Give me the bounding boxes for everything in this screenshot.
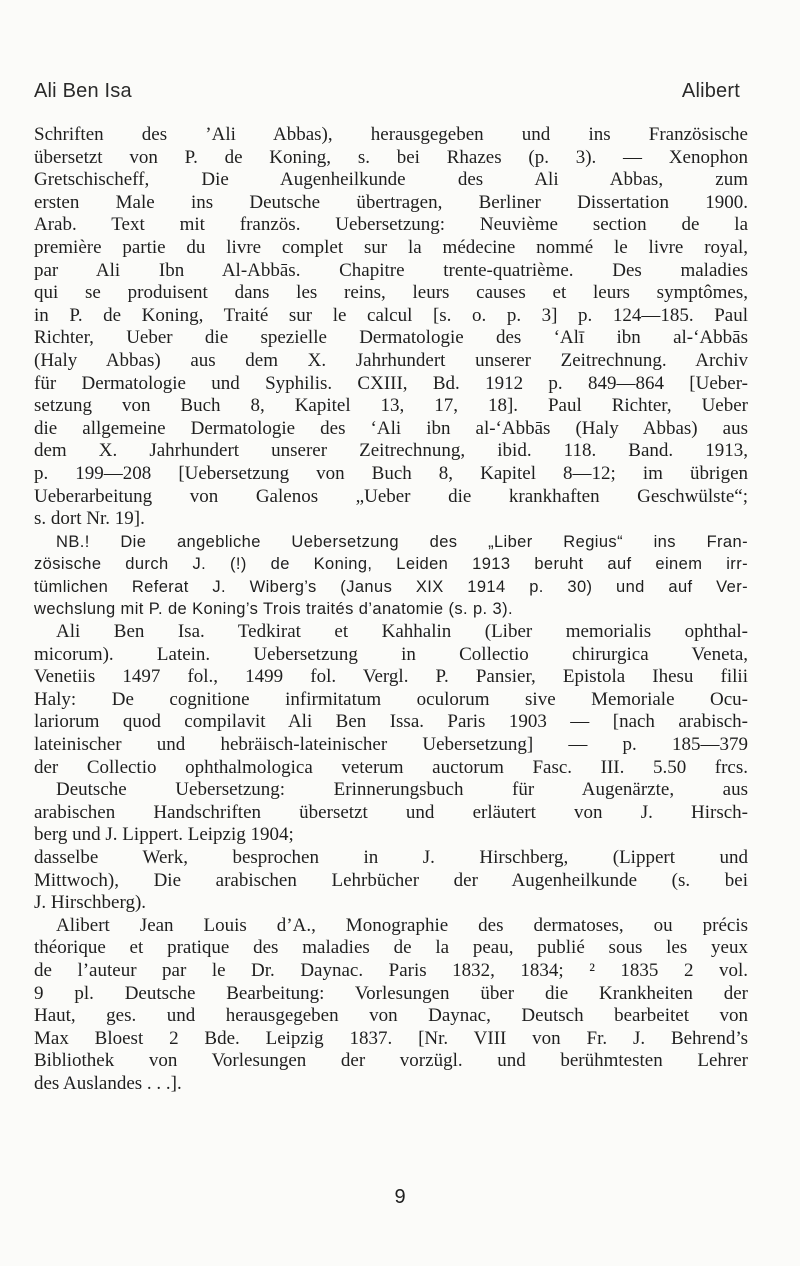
entry-line: Ali Ben Isa. Tedkirat et Kahhalin (Liber memorialis ophthal- [56,621,748,643]
text-line: de l’auteur par le Dr. Daynac. Paris 1832, 1834; ² 1835 2 vol. [34,959,748,981]
text-line: J. Hirschberg). [34,892,147,914]
page-number: 9 [394,1186,406,1208]
nota-bene-line: NB.! Die angebliche Uebersetzung des „Liber Regius“ ins Fran- [56,532,748,551]
text-line: Gretschischeff, Die Augenheilkunde des Ali Abbas, zum [34,169,748,191]
text-line: Max Bloest 2 Bde. Leipzig 1837. [Nr. VIII von Fr. J. Behrend’s [34,1027,748,1049]
text-line: des Auslandes . . .]. [34,1072,182,1094]
text-line: ersten Male ins Deutsche übertragen, Berliner Dissertation 1900. [34,191,748,213]
text-line: berg und J. Lippert. Leipzig 1904; [34,824,294,846]
text-line: der Collectio ophthalmologica veterum auctorum Fasc. III. 5.50 frcs. [34,756,748,778]
text-line: Haly: De cognitione infirmitatum oculorum sive Memoriale Ocu- [34,688,748,710]
text-line: lariorum quod compilavit Ali Ben Issa. Paris 1903 — [nach arabisch- [34,711,748,733]
nota-bene-line: wechslung mit P. de Koning’s Trois traités d’anatomie (s. p. 3). [34,600,513,619]
text-line: première partie du livre complet sur la médecine nommé le livre royal, [34,236,748,258]
text-line: übersetzt von P. de Koning, s. bei Rhazes (p. 3). — Xenophon [34,146,748,168]
text-line: dasselbe Werk, besprochen in J. Hirschberg, (Lippert und [34,847,748,868]
text-line: Haut, ges. und herausgegeben von Daynac, Deutsch bearbeitet von [34,1005,748,1027]
text-line: théorique et pratique des maladies de la peau, publié sous les yeux [34,937,748,959]
text-line: setzung von Buch 8, Kapitel 13, 17, 18]. Paul Richter, Ueber [34,395,748,417]
text-line: Arab. Text mit französ. Uebersetzung: Neuvième section de la [34,214,748,236]
text-line: p. 199—208 [Uebersetzung von Buch 8, Kapitel 8—12; im übrigen [34,462,748,484]
text-line: qui se produisent dans les reins, leurs causes et leurs symptômes, [34,282,748,304]
body-text [34,124,748,1096]
text-line: dem X. Jahrhundert unserer Zeitrechnung, ibid. 118. Band. 1913, [34,440,748,462]
nota-bene-line: zösische durch J. (!) de Koning, Leiden 1913 beruht auf einem irr- [34,555,748,574]
running-head-left: Ali Ben Isa [34,80,132,102]
text-line: s. dort Nr. 19]. [34,508,145,530]
text-line: par Ali Ibn Al-Abbās. Chapitre trente-quatrième. Des maladies [34,259,748,281]
text-line: Bibliothek von Vorlesungen der vorzügl. und berühmtesten Lehrer [34,1050,748,1072]
text-line: Richter, Ueber die spezielle Dermatologie des ‘Alī ibn al-‘Abbās [34,327,748,349]
text-line: arabischen Handschriften übersetzt und erläutert von J. Hirsch- [34,801,748,823]
text-line: in P. de Koning, Traité sur le calcul [s. o. p. 3] p. 124—185. Paul [34,304,748,326]
text-line: Ueberarbeitung von Galenos „Ueber die krankhaften Geschwülste“; [34,485,748,507]
text-line: micorum). Latein. Uebersetzung in Collectio chirurgica Veneta, [34,643,748,665]
text-line: lateinischer und hebräisch-lateinischer Uebersetzung] — p. 185—379 [34,734,748,756]
entry-line: Alibert Jean Louis d’A., Monographie des dermatoses, ou précis [56,914,748,936]
text-line: Venetiis 1497 fol., 1499 fol. Vergl. P. Pansier, Epistola Ihesu filii [34,666,748,688]
text-line: die allgemeine Dermatologie des ‘Ali ibn al-‘Abbās (Haly Abbas) aus [34,417,748,439]
text-line: (Haly Abbas) aus dem X. Jahrhundert unserer Zeitrechnung. Archiv [34,349,748,371]
running-head-right: Alibert [681,80,740,102]
text-line: Mittwoch), Die arabischen Lehrbücher der Augenheilkunde (s. bei [34,869,748,891]
nota-bene-line: tümlichen Referat J. Wiberg’s (Janus XIX 1914 p. 30) und auf Ver- [34,577,748,596]
text-line: Schriften des ’Ali Abbas), herausgegeben und ins Französische [34,124,748,145]
text-line: Deutsche Uebersetzung: Erinnerungsbuch für Augenärzte, aus [56,779,748,801]
text-line: 9 pl. Deutsche Bearbeitung: Vorlesungen über die Krankheiten der [34,982,748,1004]
text-line: für Dermatologie und Syphilis. CXIII, Bd. 1912 p. 849—864 [Ueber- [34,372,748,394]
